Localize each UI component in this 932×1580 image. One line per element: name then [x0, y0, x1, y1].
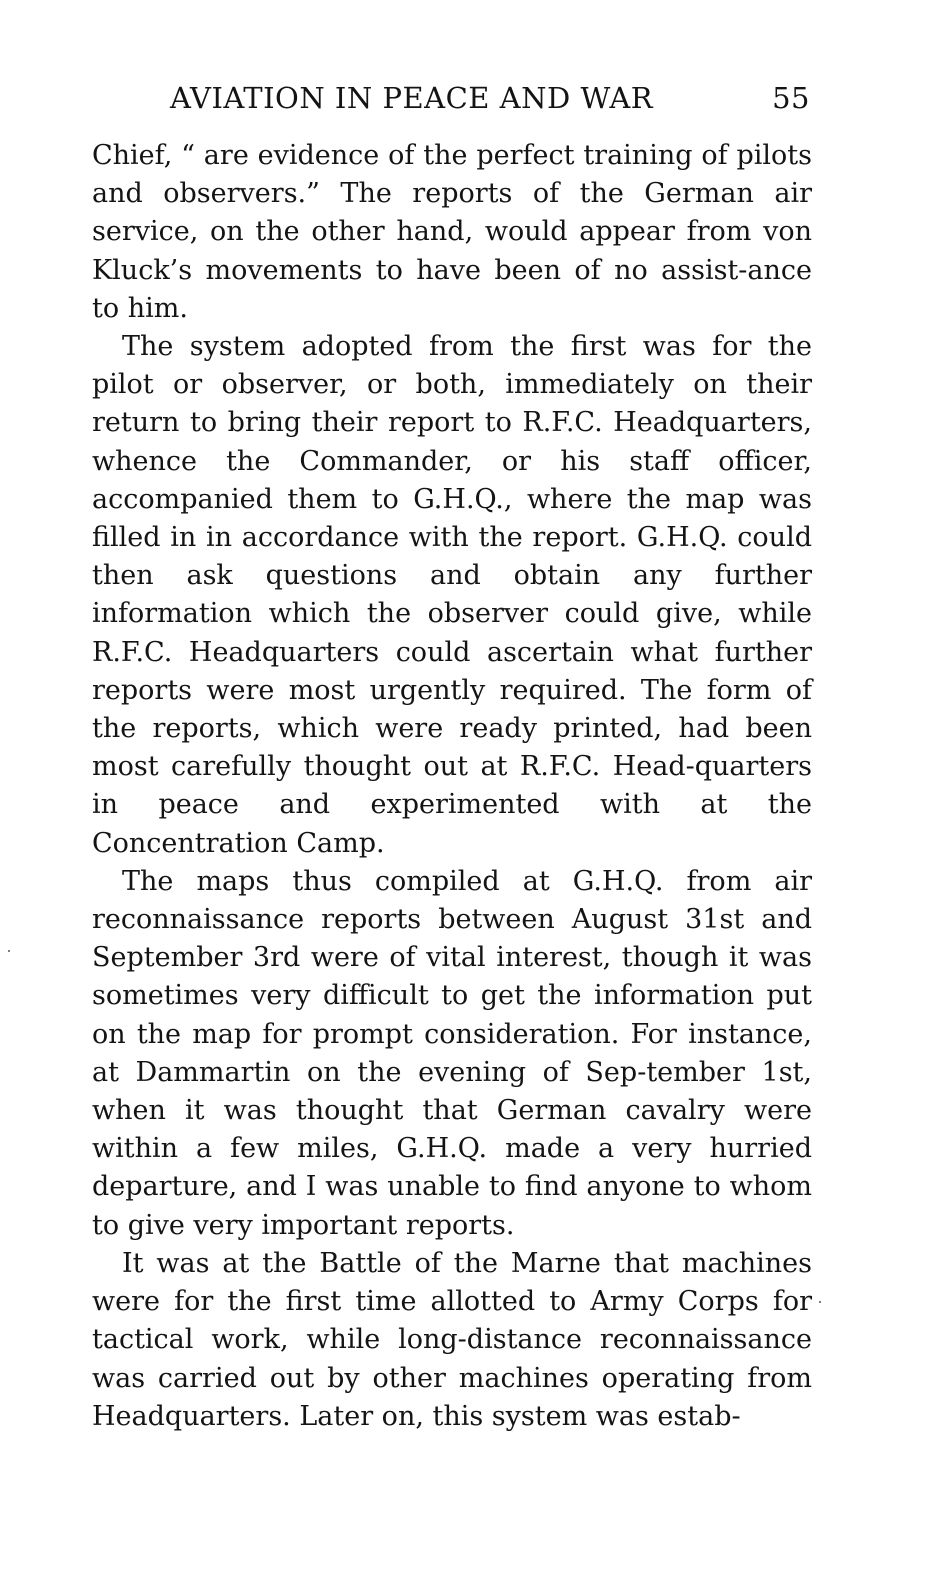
page-number: 55 [772, 81, 810, 115]
print-speck [8, 950, 10, 952]
body-text [92, 137, 812, 1436]
running-head [170, 78, 812, 118]
paragraph: The system adopted from the first was for the pilot or observer, or both, immediately on their return to bring their report to R.F.C. Headquarters, whence the Commander, or his staff officer, accompanied them to G.H.Q., where the map was filled in in accordance with the report. G.H.Q. could then ask questions and obtain any further information which the observer could give, while R.F.C. Headquarters could ascertain what further reports were most urgently required. The form of the reports, which were ready printed, had been most carefully thought out at R.F.C. Head-quarters in peace and experimented with at the Concentration Camp. [92, 331, 812, 859]
paragraph: The maps thus compiled at G.H.Q. from air reconnaissance reports between August 31st and September 3rd were of vital interest, though it was sometimes very difficult to get the information put on the map for prompt consideration. For instance, at Dammartin on the evening of Sep-tember 1st, when it was thought that German cavalry were within a few miles, G.H.Q. made a very hurried departure, and I was unable to find anyone to whom to give very important reports. [92, 865, 812, 1241]
print-speck [819, 1301, 821, 1303]
paragraph-continued: Chief, “ are evidence of the perfect training of pilots and observers.” The reports of the German air service, on the other hand, would appear from von Kluck’s movements to have been of no assist-ance to him. [92, 140, 812, 324]
running-title: AVIATION IN PEACE AND WAR [170, 81, 654, 115]
paragraph: It was at the Battle of the Marne that machines were for the first time allotted to Army Corps for tactical work, while long-distance reconnaissance was carried out by other machines operating from Headquarters. Later on, this system was estab- [92, 1247, 812, 1432]
